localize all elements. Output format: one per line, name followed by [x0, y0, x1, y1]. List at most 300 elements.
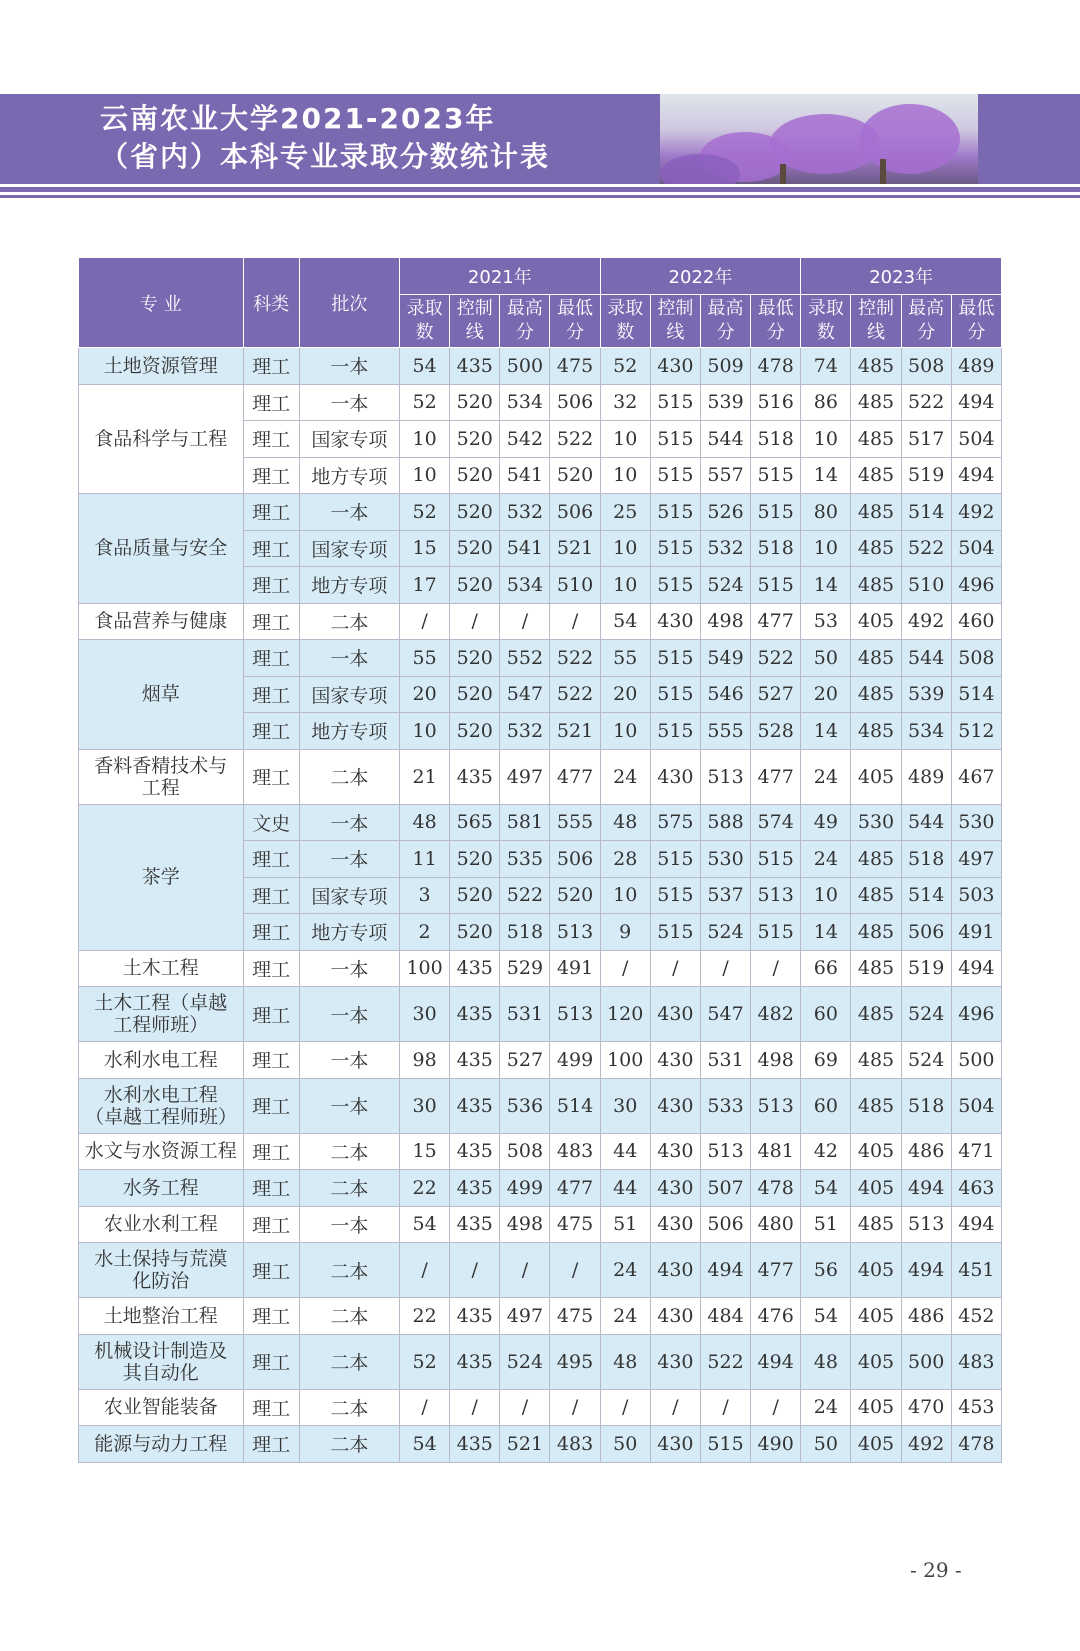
major-cell: 食品质量与安全 [79, 494, 244, 604]
value-cell: 581 [500, 804, 550, 841]
value-cell: 526 [700, 494, 750, 531]
value-cell: 515 [650, 676, 700, 713]
value-cell: 485 [851, 987, 901, 1042]
value-cell: 497 [500, 749, 550, 804]
value-cell: 475 [550, 1206, 600, 1243]
value-cell: 48 [801, 1334, 851, 1389]
batch-cell: 一本 [299, 950, 399, 987]
value-cell: 54 [801, 1298, 851, 1335]
value-cell: 14 [801, 567, 851, 604]
header-category: 科类 [243, 258, 299, 348]
value-cell: 506 [901, 914, 951, 951]
value-cell: 485 [851, 841, 901, 878]
table-row [79, 1133, 1002, 1170]
table-row [79, 1243, 1002, 1298]
category-cell: 理工 [243, 1206, 299, 1243]
category-cell: 理工 [243, 1298, 299, 1335]
category-cell: 理工 [243, 1133, 299, 1170]
value-cell: 10 [400, 713, 450, 750]
category-cell: 理工 [243, 841, 299, 878]
value-cell: 66 [801, 950, 851, 987]
value-cell: / [550, 1389, 600, 1426]
value-cell: 480 [751, 1206, 801, 1243]
value-cell: 515 [650, 384, 700, 421]
category-cell: 理工 [243, 713, 299, 750]
value-cell: 494 [951, 384, 1001, 421]
value-cell: 485 [851, 384, 901, 421]
value-cell: 520 [550, 457, 600, 494]
value-cell: 492 [951, 494, 1001, 531]
value-cell: 15 [400, 1133, 450, 1170]
value-cell: 481 [751, 1133, 801, 1170]
value-cell: 483 [550, 1426, 600, 1463]
value-cell: 515 [650, 877, 700, 914]
major-cell: 水利水电工程（卓越工程师班） [79, 1078, 244, 1133]
value-cell: 52 [400, 1334, 450, 1389]
value-cell: 504 [951, 421, 1001, 458]
value-cell: 518 [751, 421, 801, 458]
category-cell: 理工 [243, 348, 299, 385]
major-cell: 水土保持与荒漠化防治 [79, 1243, 244, 1298]
value-cell: 489 [901, 749, 951, 804]
value-cell: 430 [650, 1078, 700, 1133]
value-cell: 80 [801, 494, 851, 531]
category-cell: 理工 [243, 567, 299, 604]
value-cell: 463 [951, 1170, 1001, 1207]
value-cell: 518 [751, 530, 801, 567]
value-cell: 513 [700, 749, 750, 804]
value-cell: 520 [450, 384, 500, 421]
value-cell: 500 [951, 1042, 1001, 1079]
value-cell: 56 [801, 1243, 851, 1298]
value-cell: 405 [851, 1243, 901, 1298]
value-cell: 485 [851, 640, 901, 677]
value-cell: 405 [851, 1170, 901, 1207]
value-cell: 69 [801, 1042, 851, 1079]
value-cell: 485 [851, 676, 901, 713]
value-cell: 503 [951, 877, 1001, 914]
value-cell: 534 [901, 713, 951, 750]
value-cell: 483 [951, 1334, 1001, 1389]
title-line-1: 云南农业大学2021-2023年 [100, 102, 496, 135]
value-cell: 10 [801, 530, 851, 567]
value-cell: 506 [550, 384, 600, 421]
table-row [79, 1078, 1002, 1133]
header-batch: 批次 [299, 258, 399, 348]
major-cell: 茶学 [79, 804, 244, 950]
value-cell: 547 [700, 987, 750, 1042]
value-cell: / [400, 603, 450, 640]
table-row [79, 950, 1002, 987]
category-cell: 理工 [243, 1334, 299, 1389]
batch-cell: 二本 [299, 1426, 399, 1463]
value-cell: 521 [500, 1426, 550, 1463]
value-cell: 14 [801, 713, 851, 750]
batch-cell: 国家专项 [299, 676, 399, 713]
value-cell: 498 [500, 1206, 550, 1243]
value-cell: 485 [851, 567, 901, 604]
value-cell: 100 [600, 1042, 650, 1079]
value-cell: 520 [450, 530, 500, 567]
value-cell: 470 [901, 1389, 951, 1426]
value-cell: 494 [901, 1243, 951, 1298]
category-cell: 理工 [243, 1389, 299, 1426]
value-cell: 515 [700, 1426, 750, 1463]
value-cell: 499 [500, 1170, 550, 1207]
value-cell: 22 [400, 1298, 450, 1335]
value-cell: 504 [951, 530, 1001, 567]
value-cell: 430 [650, 1426, 700, 1463]
major-cell: 土木工程（卓越工程师班） [79, 987, 244, 1042]
value-cell: 524 [901, 987, 951, 1042]
value-cell: 54 [400, 348, 450, 385]
value-cell: 405 [851, 1334, 901, 1389]
value-cell: 485 [851, 713, 901, 750]
value-cell: 48 [600, 1334, 650, 1389]
value-cell: 32 [600, 384, 650, 421]
table-row [79, 494, 1002, 531]
value-cell: 534 [500, 567, 550, 604]
category-cell: 理工 [243, 1078, 299, 1133]
category-cell: 理工 [243, 877, 299, 914]
value-cell: 485 [851, 914, 901, 951]
value-cell: 574 [751, 804, 801, 841]
value-cell: 405 [851, 1298, 901, 1335]
table-row [79, 384, 1002, 421]
table-row [79, 640, 1002, 677]
table-row [79, 804, 1002, 841]
category-cell: 理工 [243, 603, 299, 640]
value-cell: 490 [751, 1426, 801, 1463]
value-cell: 15 [400, 530, 450, 567]
value-cell: 549 [700, 640, 750, 677]
value-cell: / [650, 950, 700, 987]
value-cell: 60 [801, 1078, 851, 1133]
value-cell: 527 [751, 676, 801, 713]
value-cell: 515 [751, 457, 801, 494]
header-lowest: 最低分 [751, 295, 801, 348]
value-cell: 500 [901, 1334, 951, 1389]
value-cell: 50 [600, 1426, 650, 1463]
value-cell: 515 [751, 494, 801, 531]
value-cell: 98 [400, 1042, 450, 1079]
value-cell: 475 [550, 1298, 600, 1335]
value-cell: 535 [500, 841, 550, 878]
value-cell: 508 [951, 640, 1001, 677]
value-cell: 544 [901, 804, 951, 841]
value-cell: 435 [450, 348, 500, 385]
value-cell: 524 [500, 1334, 550, 1389]
value-cell: 515 [650, 713, 700, 750]
value-cell: 531 [700, 1042, 750, 1079]
major-cell: 香料香精技术与工程 [79, 749, 244, 804]
value-cell: 485 [851, 421, 901, 458]
value-cell: 10 [600, 567, 650, 604]
value-cell: 405 [851, 1426, 901, 1463]
value-cell: 435 [450, 1206, 500, 1243]
value-cell: 453 [951, 1389, 1001, 1426]
value-cell: 524 [901, 1042, 951, 1079]
value-cell: 484 [700, 1298, 750, 1335]
value-cell: 52 [400, 384, 450, 421]
value-cell: / [600, 950, 650, 987]
value-cell: 522 [901, 384, 951, 421]
value-cell: / [500, 1243, 550, 1298]
value-cell: 499 [550, 1042, 600, 1079]
table-row [79, 1170, 1002, 1207]
batch-cell: 二本 [299, 603, 399, 640]
table-row [79, 348, 1002, 385]
value-cell: 21 [400, 749, 450, 804]
major-cell: 农业智能装备 [79, 1389, 244, 1426]
category-cell: 理工 [243, 1170, 299, 1207]
header-highest: 最高分 [901, 295, 951, 348]
value-cell: 49 [801, 804, 851, 841]
value-cell: 512 [951, 713, 1001, 750]
header-admitted: 录取数 [600, 295, 650, 348]
major-cell: 食品科学与工程 [79, 384, 244, 494]
value-cell: / [500, 1389, 550, 1426]
value-cell: / [500, 603, 550, 640]
major-cell: 水文与水资源工程 [79, 1133, 244, 1170]
page-title [100, 100, 550, 176]
value-cell: 510 [901, 567, 951, 604]
category-cell: 理工 [243, 457, 299, 494]
value-cell: 10 [600, 457, 650, 494]
value-cell: 17 [400, 567, 450, 604]
value-cell: 533 [700, 1078, 750, 1133]
value-cell: 528 [751, 713, 801, 750]
value-cell: 435 [450, 1334, 500, 1389]
value-cell: 467 [951, 749, 1001, 804]
value-cell: 405 [851, 1133, 901, 1170]
value-cell: 513 [700, 1133, 750, 1170]
value-cell: 508 [901, 348, 951, 385]
value-cell: 494 [700, 1243, 750, 1298]
value-cell: 30 [400, 987, 450, 1042]
value-cell: 54 [801, 1170, 851, 1207]
value-cell: 520 [450, 713, 500, 750]
value-cell: 10 [600, 877, 650, 914]
value-cell: 486 [901, 1133, 951, 1170]
header-highest: 最高分 [500, 295, 550, 348]
value-cell: 10 [600, 421, 650, 458]
category-cell: 理工 [243, 950, 299, 987]
value-cell: 10 [400, 457, 450, 494]
value-cell: 20 [801, 676, 851, 713]
value-cell: 51 [600, 1206, 650, 1243]
batch-cell: 二本 [299, 1243, 399, 1298]
category-cell: 理工 [243, 676, 299, 713]
value-cell: 10 [801, 421, 851, 458]
batch-cell: 国家专项 [299, 421, 399, 458]
value-cell: 54 [400, 1426, 450, 1463]
category-cell: 理工 [243, 640, 299, 677]
header-control-line: 控制线 [650, 295, 700, 348]
value-cell: 405 [851, 749, 901, 804]
value-cell: 477 [550, 1170, 600, 1207]
value-cell: 520 [550, 877, 600, 914]
value-cell: 435 [450, 1170, 500, 1207]
value-cell: 485 [851, 1042, 901, 1079]
value-cell: 471 [951, 1133, 1001, 1170]
value-cell: 28 [600, 841, 650, 878]
value-cell: 514 [901, 494, 951, 531]
value-cell: 515 [751, 567, 801, 604]
value-cell: 513 [550, 914, 600, 951]
value-cell: 3 [400, 877, 450, 914]
value-cell: 10 [600, 530, 650, 567]
value-cell: 50 [801, 1426, 851, 1463]
value-cell: 520 [450, 457, 500, 494]
value-cell: 475 [550, 348, 600, 385]
value-cell: 435 [450, 749, 500, 804]
value-cell: 522 [901, 530, 951, 567]
value-cell: 508 [500, 1133, 550, 1170]
category-cell: 理工 [243, 494, 299, 531]
value-cell: 476 [751, 1298, 801, 1335]
value-cell: 485 [851, 877, 901, 914]
value-cell: 521 [550, 530, 600, 567]
category-cell: 理工 [243, 1243, 299, 1298]
value-cell: 430 [650, 1133, 700, 1170]
value-cell: 524 [700, 914, 750, 951]
batch-cell: 二本 [299, 1133, 399, 1170]
major-cell: 水利水电工程 [79, 1042, 244, 1079]
table-row [79, 1206, 1002, 1243]
value-cell: 541 [500, 457, 550, 494]
value-cell: 492 [901, 603, 951, 640]
category-cell: 理工 [243, 421, 299, 458]
header-year-2023: 2023年 [801, 258, 1002, 295]
value-cell: 430 [650, 1243, 700, 1298]
value-cell: 485 [851, 530, 901, 567]
value-cell: 522 [550, 676, 600, 713]
value-cell: 494 [751, 1334, 801, 1389]
header-lowest: 最低分 [951, 295, 1001, 348]
value-cell: 541 [500, 530, 550, 567]
value-cell: 516 [751, 384, 801, 421]
value-cell: 48 [400, 804, 450, 841]
value-cell: 435 [450, 1426, 500, 1463]
major-cell: 土地资源管理 [79, 348, 244, 385]
value-cell: 565 [450, 804, 500, 841]
batch-cell: 二本 [299, 749, 399, 804]
value-cell: 555 [700, 713, 750, 750]
value-cell: 506 [550, 841, 600, 878]
value-cell: 539 [700, 384, 750, 421]
value-cell: 520 [450, 421, 500, 458]
table-row [79, 603, 1002, 640]
value-cell: 430 [650, 1334, 700, 1389]
value-cell: 506 [700, 1206, 750, 1243]
value-cell: / [600, 1389, 650, 1426]
value-cell: 532 [700, 530, 750, 567]
table-row [79, 1042, 1002, 1079]
category-cell: 理工 [243, 384, 299, 421]
value-cell: 497 [951, 841, 1001, 878]
value-cell: / [751, 950, 801, 987]
value-cell: 515 [650, 841, 700, 878]
value-cell: 531 [500, 987, 550, 1042]
value-cell: 435 [450, 950, 500, 987]
value-cell: 522 [751, 640, 801, 677]
value-cell: 514 [901, 877, 951, 914]
header-admitted: 录取数 [400, 295, 450, 348]
table-row [79, 749, 1002, 804]
value-cell: 515 [751, 841, 801, 878]
value-cell: 482 [751, 987, 801, 1042]
value-cell: 504 [951, 1078, 1001, 1133]
value-cell: 24 [600, 749, 650, 804]
value-cell: 44 [600, 1133, 650, 1170]
value-cell: 24 [801, 1389, 851, 1426]
title-line-2: （省内）本科专业录取分数统计表 [100, 140, 551, 173]
value-cell: 530 [851, 804, 901, 841]
value-cell: 575 [650, 804, 700, 841]
value-cell: 430 [650, 1206, 700, 1243]
value-cell: 497 [500, 1298, 550, 1335]
value-cell: / [400, 1243, 450, 1298]
batch-cell: 一本 [299, 348, 399, 385]
batch-cell: 地方专项 [299, 567, 399, 604]
category-cell: 理工 [243, 749, 299, 804]
value-cell: 515 [650, 494, 700, 531]
value-cell: 530 [951, 804, 1001, 841]
value-cell: 478 [751, 1170, 801, 1207]
batch-cell: 一本 [299, 1042, 399, 1079]
batch-cell: 一本 [299, 841, 399, 878]
value-cell: 506 [550, 494, 600, 531]
value-cell: 500 [500, 348, 550, 385]
value-cell: 10 [600, 713, 650, 750]
value-cell: 532 [500, 494, 550, 531]
value-cell: 496 [951, 987, 1001, 1042]
value-cell: 486 [901, 1298, 951, 1335]
page-number: - 29 - [910, 1558, 962, 1582]
major-cell: 食品营养与健康 [79, 603, 244, 640]
value-cell: 520 [450, 494, 500, 531]
header-major: 专 业 [79, 258, 244, 348]
value-cell: 494 [901, 1170, 951, 1207]
value-cell: 53 [801, 603, 851, 640]
header-year-2021: 2021年 [400, 258, 601, 295]
value-cell: 522 [550, 640, 600, 677]
major-cell: 农业水利工程 [79, 1206, 244, 1243]
value-cell: 495 [550, 1334, 600, 1389]
value-cell: 536 [500, 1078, 550, 1133]
value-cell: 514 [550, 1078, 600, 1133]
category-cell: 理工 [243, 530, 299, 567]
major-cell: 水务工程 [79, 1170, 244, 1207]
value-cell: 477 [751, 749, 801, 804]
banner-rule [0, 187, 1080, 192]
value-cell: 537 [700, 877, 750, 914]
category-cell: 文史 [243, 804, 299, 841]
value-cell: 48 [600, 804, 650, 841]
value-cell: 527 [500, 1042, 550, 1079]
table-row [79, 1334, 1002, 1389]
value-cell: / [550, 1243, 600, 1298]
value-cell: / [450, 1243, 500, 1298]
batch-cell: 一本 [299, 804, 399, 841]
value-cell: 515 [650, 640, 700, 677]
value-cell: 515 [650, 914, 700, 951]
value-cell: 24 [600, 1243, 650, 1298]
batch-cell: 一本 [299, 1078, 399, 1133]
table-row [79, 1426, 1002, 1463]
batch-cell: 地方专项 [299, 457, 399, 494]
